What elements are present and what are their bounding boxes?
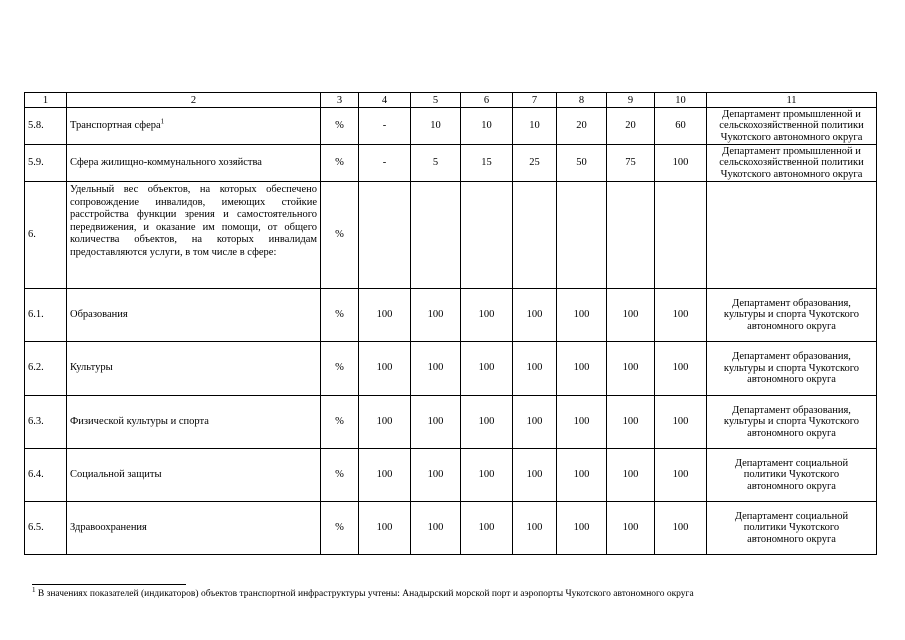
value-cell: 100: [557, 396, 607, 449]
row-number: 5.9.: [25, 145, 67, 182]
column-header-5: 5: [411, 93, 461, 108]
responsible-line: политики Чукотского: [743, 522, 840, 534]
value-cell: 100: [359, 449, 411, 502]
responsible-line: сельскохозяйственной политики: [719, 120, 864, 132]
value-cell: 100: [655, 145, 707, 182]
value-cell: 100: [513, 502, 557, 555]
responsible-line: автономного округа: [747, 427, 836, 439]
unit: %: [321, 182, 359, 289]
value-cell: 5: [411, 145, 461, 182]
value-cell: 100: [655, 342, 707, 396]
table-row: [25, 145, 877, 182]
indicator-name-text: Транспортная сфера: [70, 119, 161, 131]
row-number: 5.8.: [25, 108, 67, 145]
value-cell: 25: [513, 145, 557, 182]
value-cell: [655, 182, 707, 289]
value-cell: 100: [655, 449, 707, 502]
value-cell: 75: [607, 145, 655, 182]
value-cell: [411, 182, 461, 289]
responsible-department: [707, 502, 877, 555]
unit: %: [321, 342, 359, 396]
value-cell: 100: [461, 449, 513, 502]
responsible-line: автономного округа: [747, 533, 836, 545]
table-row: [25, 502, 877, 555]
unit: %: [321, 449, 359, 502]
value-cell: 100: [461, 502, 513, 555]
value-cell: 50: [557, 145, 607, 182]
value-cell: 100: [607, 396, 655, 449]
value-cell: 100: [411, 342, 461, 396]
value-cell: 100: [359, 396, 411, 449]
row-number: 6.5.: [25, 502, 67, 555]
value-cell: 100: [513, 396, 557, 449]
responsible-department: [707, 342, 877, 396]
value-cell: [461, 182, 513, 289]
value-cell: 100: [557, 289, 607, 342]
indicator-name-text: Сфера жилищно-коммунального хозяйства: [70, 156, 262, 168]
responsible-line: автономного округа: [747, 374, 836, 386]
responsible-line: Департамент социальной: [734, 457, 849, 469]
responsible-line: Чукотского автономного округа: [720, 168, 863, 180]
value-cell: 100: [411, 502, 461, 555]
value-cell: 100: [461, 289, 513, 342]
value-cell: 100: [655, 502, 707, 555]
responsible-line: культуры и спорта Чукотского: [723, 309, 860, 321]
unit: %: [321, 108, 359, 145]
responsible-department: [707, 108, 877, 145]
value-cell: 100: [607, 449, 655, 502]
value-cell: [359, 182, 411, 289]
value-cell: 100: [411, 289, 461, 342]
responsible-department: [707, 289, 877, 342]
value-cell: 10: [411, 108, 461, 145]
value-cell: 100: [607, 289, 655, 342]
indicator-name-text: Удельный вес объектов, на которых обеспечено сопровождение инвалидов, имеющих стойкие расстройства функции зрения и самостоятельного передвижения, и оказание им помощи, от общего количества объектов, на которых инвалидам предоставляются услуги, в том числе в сфере:: [70, 184, 317, 258]
indicator-name: [67, 182, 321, 289]
value-cell: 100: [557, 502, 607, 555]
value-cell: 100: [411, 396, 461, 449]
responsible-department: [707, 449, 877, 502]
indicator-name-text: Физической культуры и спорта: [70, 415, 209, 427]
row-number: 6.1.: [25, 289, 67, 342]
indicator-name: [67, 342, 321, 396]
value-cell: 100: [513, 342, 557, 396]
responsible-line: Департамент образования,: [732, 404, 851, 416]
footnote-mark: 1: [32, 585, 36, 594]
indicator-name: [67, 145, 321, 182]
column-header-2: 2: [67, 93, 321, 108]
indicator-name: [67, 108, 321, 145]
responsible-line: Департамент социальной: [734, 510, 849, 522]
value-cell: 100: [411, 449, 461, 502]
value-cell: [557, 182, 607, 289]
value-cell: 100: [461, 396, 513, 449]
footnote-text: В значениях показателей (индикаторов) объектов транспортной инфраструктуры учтены: Анадырский морской порт и аэропорты Чукотского автономного округа: [35, 589, 694, 599]
unit: %: [321, 145, 359, 182]
value-cell: 100: [607, 502, 655, 555]
indicator-name-text: Социальной защиты: [70, 468, 162, 480]
value-cell: 100: [513, 449, 557, 502]
value-cell: 100: [359, 502, 411, 555]
unit: %: [321, 502, 359, 555]
value-cell: -: [359, 145, 411, 182]
value-cell: [607, 182, 655, 289]
responsible-line: автономного округа: [747, 480, 836, 492]
column-header-8: 8: [557, 93, 607, 108]
table-row: [25, 342, 877, 396]
row-number: 6.4.: [25, 449, 67, 502]
responsible-department: [707, 396, 877, 449]
value-cell: 100: [655, 289, 707, 342]
responsible-line: Департамент образования,: [732, 351, 851, 363]
indicators-table: [24, 92, 877, 555]
value-cell: 100: [461, 342, 513, 396]
responsible-line: культуры и спорта Чукотского: [723, 416, 860, 428]
indicator-name: [67, 449, 321, 502]
value-cell: 10: [513, 108, 557, 145]
table-row: [25, 182, 877, 289]
table-row: [25, 289, 877, 342]
value-cell: 15: [461, 145, 513, 182]
column-header-3: 3: [321, 93, 359, 108]
value-cell: 100: [359, 289, 411, 342]
footnote-separator: [32, 584, 186, 585]
responsible-department: [707, 182, 877, 289]
value-cell: 100: [655, 396, 707, 449]
indicator-name-text: Образования: [70, 308, 128, 320]
column-header-1: 1: [25, 93, 67, 108]
column-header-7: 7: [513, 93, 557, 108]
value-cell: 100: [557, 449, 607, 502]
table-row: [25, 396, 877, 449]
responsible-line: политики Чукотского: [743, 469, 840, 481]
responsible-line: автономного округа: [747, 320, 836, 332]
column-header-6: 6: [461, 93, 513, 108]
value-cell: -: [359, 108, 411, 145]
indicator-name: [67, 396, 321, 449]
column-header-4: 4: [359, 93, 411, 108]
footnote: [32, 585, 694, 599]
column-header-11: 11: [707, 93, 877, 108]
responsible-line: Чукотского автономного округа: [720, 131, 863, 143]
responsible-line: сельскохозяйственной политики: [719, 157, 864, 169]
responsible-line: Департамент промышленной и: [722, 108, 861, 120]
value-cell: 20: [557, 108, 607, 145]
row-number: 6.: [25, 182, 67, 289]
indicator-name-text: Культуры: [70, 362, 113, 374]
indicator-name-text: Здравоохранения: [70, 521, 147, 533]
value-cell: 60: [655, 108, 707, 145]
responsible-line: Департамент промышленной и: [722, 145, 861, 157]
value-cell: 100: [557, 342, 607, 396]
row-number: 6.2.: [25, 342, 67, 396]
value-cell: 20: [607, 108, 655, 145]
column-header-9: 9: [607, 93, 655, 108]
header-row: [25, 93, 877, 108]
responsible-department: [707, 145, 877, 182]
value-cell: 100: [359, 342, 411, 396]
indicator-name: [67, 502, 321, 555]
table-row: [25, 108, 877, 145]
unit: %: [321, 289, 359, 342]
table-row: [25, 449, 877, 502]
unit: %: [321, 396, 359, 449]
column-header-10: 10: [655, 93, 707, 108]
footnote-ref: 1: [160, 117, 165, 126]
responsible-line: Департамент образования,: [732, 297, 851, 309]
value-cell: 10: [461, 108, 513, 145]
value-cell: 100: [607, 342, 655, 396]
value-cell: 100: [513, 289, 557, 342]
responsible-line: культуры и спорта Чукотского: [723, 362, 860, 374]
row-number: 6.3.: [25, 396, 67, 449]
indicator-name: [67, 289, 321, 342]
value-cell: [513, 182, 557, 289]
